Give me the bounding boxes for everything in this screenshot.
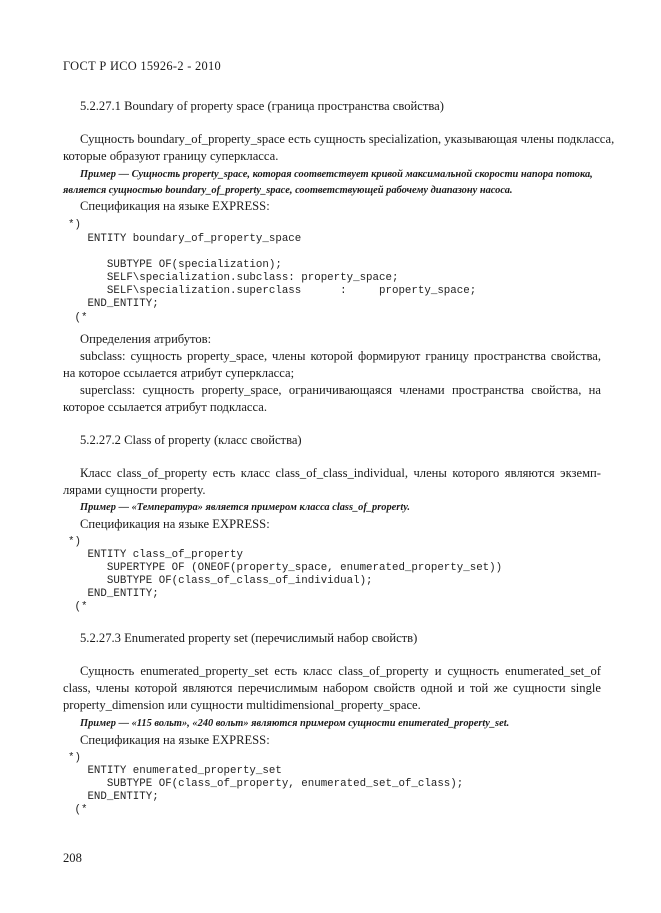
section-heading-1: 5.2.27.1 Boundary of property space (граница пространства свойства) <box>80 99 444 113</box>
section-heading-2: 5.2.27.2 Class of property (класс свойства) <box>80 433 302 447</box>
section-1-attribute-line-2: на которое ссылается атрибут суперкласса; <box>63 366 295 380</box>
section-2-code-line: SUBTYPE OF(class_of_class_of_individual); <box>68 575 373 587</box>
section-3-code-line: SUBTYPE OF(class_of_property, enumerated_set_of_class); <box>68 778 464 790</box>
section-1-code-line: SELF\specialization.superclass : property_space; <box>68 285 477 297</box>
section-3-code-line: END_ENTITY; <box>68 791 159 803</box>
section-2-example-line-1: Пример — «Температура» является примером класса class_of_property. <box>80 502 411 513</box>
section-2-code-line: ENTITY class_of_property <box>68 549 243 561</box>
section-3-code-line: ENTITY enumerated_property_set <box>68 765 282 777</box>
section-1-code-line: SUBTYPE OF(specialization); <box>68 259 282 271</box>
section-2-code-line: (* <box>68 601 88 613</box>
section-3-paragraph-line-1: Сущность enumerated_property_set есть класс class_of_property и сущность enumerated_set_of <box>80 664 601 678</box>
section-2-code-line: SUPERTYPE OF (ONEOF(property_space, enumerated_property_set)) <box>68 562 503 574</box>
section-2-code-line: END_ENTITY; <box>68 588 159 600</box>
section-3-paragraph-line-2: class, члены которой являются перечислимым набором свойств одной и той же сущности single <box>63 681 601 695</box>
section-1-code-line: SELF\specialization.subclass: property_space; <box>68 272 399 284</box>
section-1-code-line: (* <box>68 312 88 324</box>
section-1-example-line-1: Пример — Сущность property_space, которая соответствует кривой максимальной скорости напора потока, <box>80 169 593 180</box>
section-1-attribute-line-4: которое ссылается атрибут подкласса. <box>63 400 268 414</box>
section-3-code-line: (* <box>68 804 88 816</box>
section-3-example-line-1: Пример — «115 вольт», «240 вольт» являются примером сущности enumerated_property_set. <box>80 718 510 729</box>
section-1-paragraph-line-2: которые образуют границу суперкласса. <box>63 149 279 163</box>
section-2-code-line: *) <box>68 536 81 548</box>
section-2-paragraph-line-1: Класс class_of_property есть класс class_of_class_individual, члены которого являются экземп- <box>80 466 601 480</box>
section-1-code-line: *) <box>68 219 81 231</box>
section-2-paragraph-line-2: лярами сущности property. <box>63 483 206 497</box>
section-2-spec-label: Спецификация на языке EXPRESS: <box>80 517 270 531</box>
section-1-example-line-2: является сущностью boundary_of_property_space, соответствующей рабочему диапазону насоса. <box>63 185 513 196</box>
section-1-attribute-line-3: superclass: сущность property_space, ограничивающаяся членами пространства свойства, на <box>80 383 601 397</box>
section-1-attributes-title: Определения атрибутов: <box>80 332 212 346</box>
section-1-code-line: END_ENTITY; <box>68 298 159 310</box>
section-3-paragraph-line-3: property_dimension или сущности multidimensional_property_space. <box>63 698 421 712</box>
section-1-attribute-line-1: subclass: сущность property_space, члены которой формируют границу пространства свойства, <box>80 349 601 363</box>
section-heading-3: 5.2.27.3 Enumerated property set (перечислимый набор свойств) <box>80 631 418 645</box>
document-header: ГОСТ Р ИСО 15926-2 - 2010 <box>63 59 222 73</box>
section-1-spec-label: Спецификация на языке EXPRESS: <box>80 199 270 213</box>
section-3-code-line: *) <box>68 752 81 764</box>
section-3-spec-label: Спецификация на языке EXPRESS: <box>80 733 270 747</box>
page-number: 208 <box>63 851 82 865</box>
section-1-code-line: ENTITY boundary_of_property_space <box>68 233 302 245</box>
section-1-paragraph-line-1: Сущность boundary_of_property_space есть сущность specialization, указывающая члены подкласса, <box>80 132 615 146</box>
